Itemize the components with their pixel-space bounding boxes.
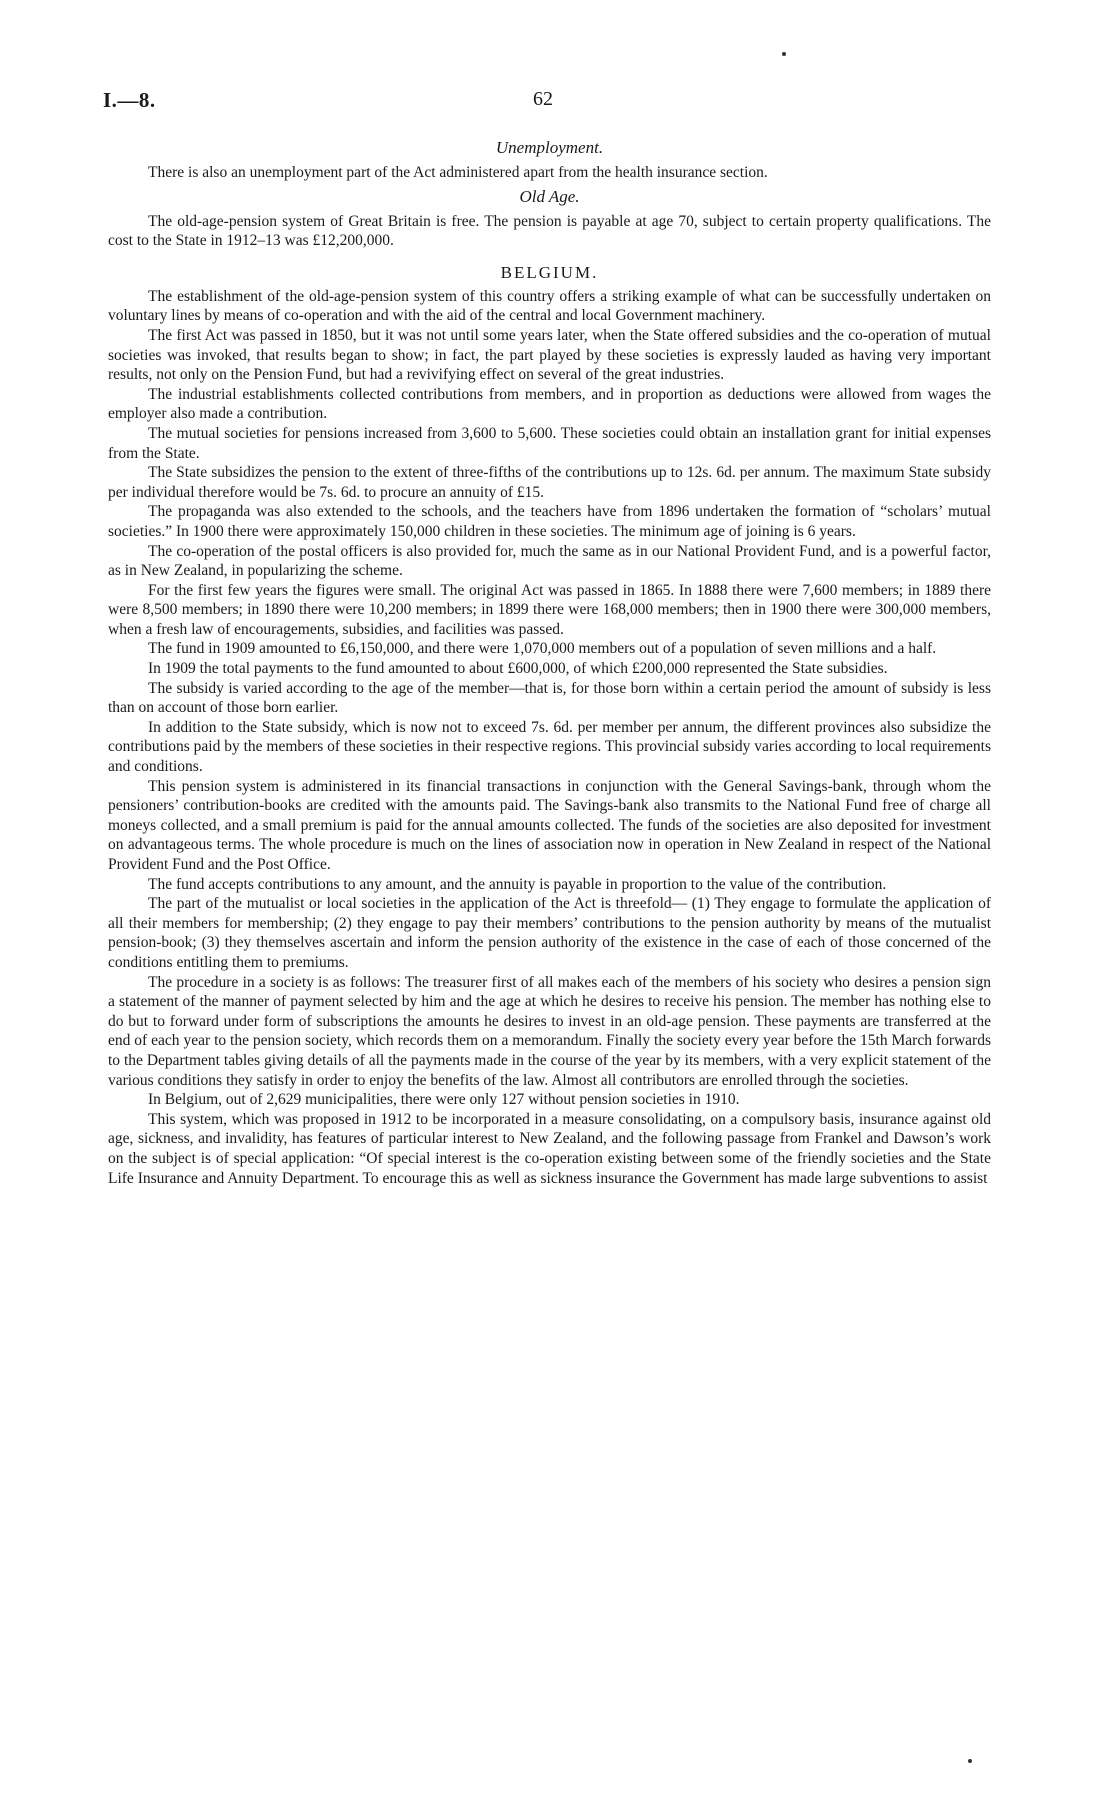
paragraph: The procedure in a society is as follows: The treasurer first of all makes each of the members of his society who desires a pension sign a statement of the manner of payment selected by him and the age at which he desires to receive his pension. The member has nothing else to do but to forward under form of subscriptions the amounts he desires to invest in an old-age pension. These payments are transferred at the end of each year to the pension society, which records them on a memorandum. Finally the society every year before the 15th March forwards to the Department tables giving details of all the payments made in the course of the year by its members, with a very explicit statement of the various conditions they satisfy in order to enjoy the benefits of the law. Almost all contributors are enrolled through the societies. <box>108 973 991 1089</box>
paragraph: The fund accepts contributions to any amount, and the annuity is payable in proportion to the value of the contribution. <box>148 875 887 893</box>
paragraph: The industrial establishments collected contributions from members, and in proportion as deductions were allowed from wages the employer also made a contribution. <box>108 385 991 423</box>
paragraph: The part of the mutualist or local societies in the application of the Act is threefold— (1) They engage to formulate the application of all their members for membership; (2) they engage to pay their members’ contributions to the pension authority by means of the mutualist pension-book; (3) they themselves ascertain and inform the pension authority of the existence in the case of each of those concerned of the conditions entitling them to premiums. <box>108 895 991 971</box>
paragraph: This system, which was proposed in 1912 to be incorporated in a measure consolidating, on a compulsory basis, insurance against old age, sickness, and invalidity, has features of particular interest to New Zealand, and the following passage from Frankel and Dawson’s work on the subject is of special application: “Of special interest is the co-operation existing between some of the friendly societies and the State Life Insurance and Annuity Department. To encourage this as well as sickness insurance the Government has made large subventions to assist <box>108 1110 991 1187</box>
section-heading-belgium: BELGIUM. <box>500 262 599 282</box>
paragraph: The State subsidizes the pension to the extent of three-fifths of the contributions up to 12s. 6d. per annum. The maximum State subsidy per individual therefore would be 7s. 6d. to procure an annuity of £15. <box>108 464 991 501</box>
paragraph: The fund in 1909 amounted to £6,150,000, and there were 1,070,000 members out of a population of seven millions and a half. <box>148 640 937 658</box>
paragraph: The mutual societies for pensions increased from 3,600 to 5,600. These societies could obtain an installation grant for initial expenses from the State. <box>108 424 991 462</box>
paragraph: In addition to the State subsidy, which is now not to exceed 7s. 6d. per member per annum, the different provinces also subsidize the contributions paid by the members of these societies in their respective regions. This provincial subsidy varies according to local requirements and conditions. <box>108 718 991 776</box>
paragraph: The old-age-pension system of Great Britain is free. The pension is payable at age 70, subject to certain property qualifications. The cost to the State in 1912–13 was £12,200,000. <box>108 212 991 250</box>
paragraph: The first Act was passed in 1850, but it was not until some years later, when the State offered subsidies and the co-operation of mutual societies was invoked, that results began to show; in fact, the part played by these societies is expressly lauded as having very important results, not only on the Pension Fund, but had a revivifying effect on several of the great industries. <box>108 326 991 384</box>
section-heading-unemployment: Unemployment. <box>495 138 604 157</box>
page-body <box>108 138 991 1188</box>
page-header <box>103 88 993 118</box>
paragraph: There is also an unemployment part of the Act administered apart from the health insurance section. <box>148 164 768 181</box>
page-number: 62 <box>533 88 553 110</box>
scan-speck <box>968 1759 972 1763</box>
paragraph: The subsidy is varied according to the age of the member—that is, for those born within a certain period the amount of subsidy is less than on account of those born earlier. <box>108 679 991 717</box>
paragraph: The co-operation of the postal officers is also provided for, much the same as in our National Provident Fund, and is a powerful factor, as in New Zealand, in popularizing the scheme. <box>108 542 991 580</box>
section-heading-old-age: Old Age. <box>519 186 580 206</box>
paragraph: The establishment of the old-age-pension system of this country offers a striking example of what can be successfully undertaken on voluntary lines by means of co-operation and with the aid of the central and local Government machinery. <box>108 287 991 325</box>
scan-speck <box>782 52 786 56</box>
paragraph: In Belgium, out of 2,629 municipalities, there were only 127 without pension societies in 1910. <box>148 1091 740 1109</box>
document-reference: I.—8. <box>103 88 156 112</box>
paragraph: The propaganda was also extended to the schools, and the teachers have from 1896 undertaken the formation of “scholars’ mutual societies.” In 1900 there were approximately 150,000 children in these societies. The minimum age of joining is 6 years. <box>108 503 991 540</box>
paragraph: For the first few years the figures were small. The original Act was passed in 1865. In 1888 there were 7,600 members; in 1889 there were 8,500 members; in 1890 there were 10,200 members; in 1899 there were 168,000 members; then in 1900 there were 300,000 members, when a fresh law of encouragements, subsidies, and facilities was passed. <box>108 581 991 638</box>
paragraph: This pension system is administered in its financial transactions in conjunction with the General Savings-bank, through whom the pensioners’ contribution-books are credited with the amounts paid. The Savings-bank also transmits to the National Fund free of charge all moneys collected, and a small premium is paid for the annual amounts collected. The funds of the societies are also deposited for investment on advantageous terms. The whole procedure is much on the lines of association now in operation in New Zealand in respect of the National Provident Fund and the Post Office. <box>108 777 991 873</box>
paragraph: In 1909 the total payments to the fund amounted to about £600,000, of which £200,000 represented the State subsidies. <box>148 660 888 678</box>
